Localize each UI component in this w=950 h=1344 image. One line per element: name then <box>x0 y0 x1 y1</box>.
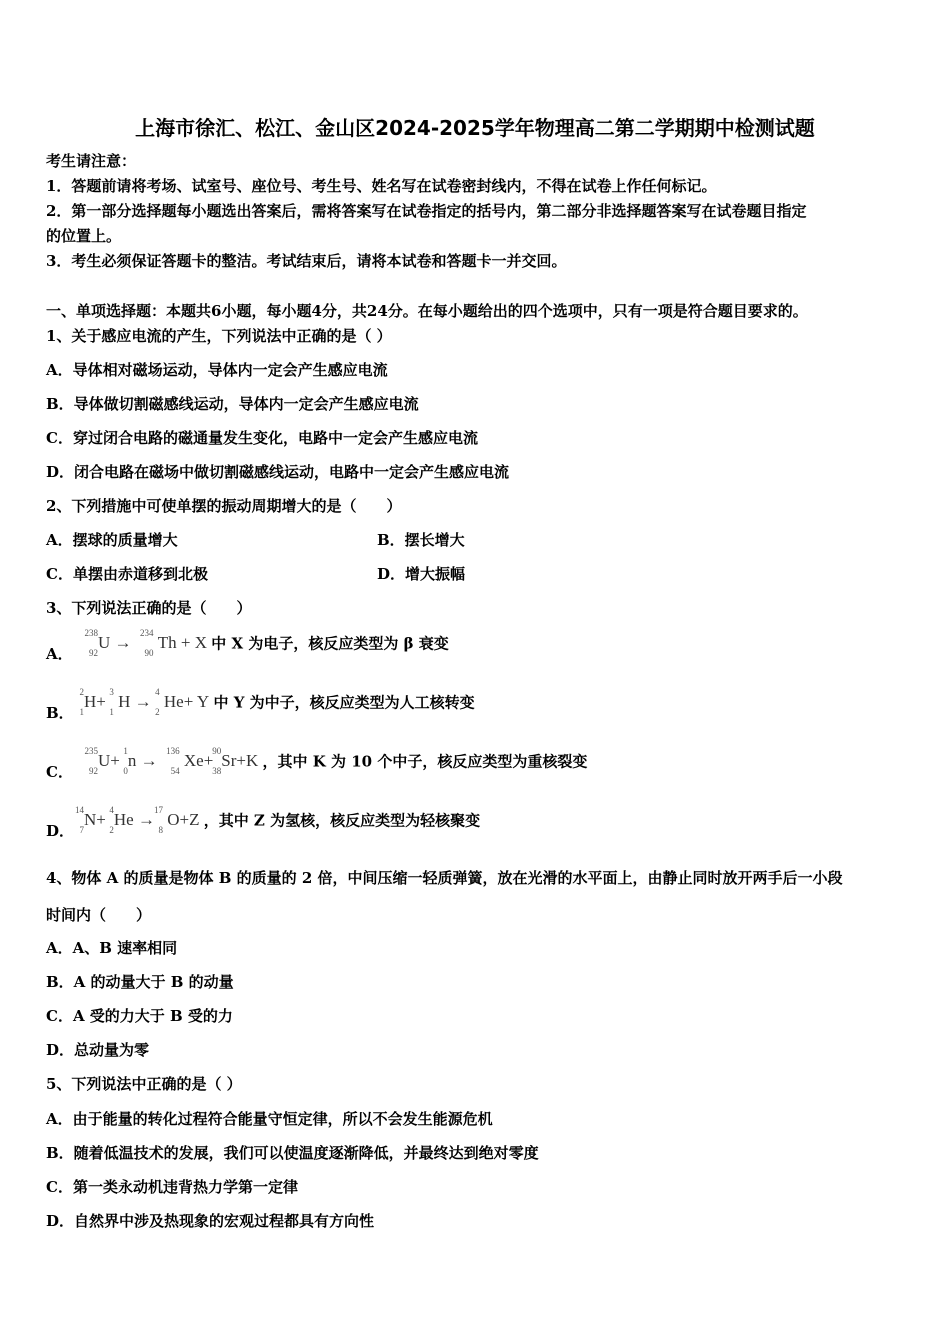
q4-option-d: D．总动量为零 <box>46 1041 150 1059</box>
q5-option-c: C．第一类永动机违背热力学第一定律 <box>46 1178 298 1196</box>
q2-option-a: A．摆球的质量增大 <box>46 531 178 549</box>
notice-item-1: 1．答题前请将考场、试室号、座位号、考生号、姓名写在试卷密封线内，不得在试卷上作任何标记。 <box>46 177 717 195</box>
q1-option-b: B．导体做切割磁感线运动，导体内一定会产生感应电流 <box>46 395 419 413</box>
q3-option-c-label: C． <box>46 763 73 781</box>
q5-stem: 5、下列说法中正确的是（ ） <box>46 1075 242 1093</box>
q4-option-b: B．A 的动量大于 B 的动量 <box>46 973 234 991</box>
q2-option-d: D．增大振幅 <box>377 565 466 583</box>
q5-option-d: D．自然界中涉及热现象的宏观过程都具有方向性 <box>46 1212 375 1230</box>
q3-equation-a: 238 92 U → 234 90 Th + X 中 X 为电子，核反应类型为 β 衰变 <box>84 628 449 658</box>
q1-option-d: D．闭合电路在磁场中做切割磁感线运动，电路中一定会产生感应电流 <box>46 463 510 481</box>
q3-equation-d: 14 7 N+ 4 2 He → 17 8 O+Z ，其中 Z 为氢核，核反应类型为轻核聚变 <box>75 805 481 835</box>
q2-option-b: B．摆长增大 <box>377 531 465 549</box>
page-title: 上海市徐汇、松江、金山区2024-2025学年物理高二第二学期期中检测试题 <box>135 116 815 140</box>
q3-option-a-label: A． <box>46 645 73 663</box>
notice-item-3: 3．考生必须保证答题卡的整洁。考试结束后，请将本试卷和答题卡一并交回。 <box>46 252 567 270</box>
q3-option-c-text: ，其中 K 为 10 个中子，核反应类型为重核裂变 <box>262 752 588 771</box>
notice-item-2-cont: 的位置上。 <box>46 227 122 245</box>
q1-stem: 1、关于感应电流的产生，下列说法中正确的是（ ） <box>46 327 392 345</box>
q3-equation-b: 2 1 H+ 3 1 H → 4 2 He+ Y 中 Y 为中子，核反应类型为人工核转变 <box>79 687 475 717</box>
q3-option-a-text: 中 X 为电子，核反应类型为 β 衰变 <box>211 634 449 653</box>
q3-option-b-text: 中 Y 为中子，核反应类型为人工核转变 <box>213 693 475 712</box>
q3-option-b-label: B． <box>46 704 74 722</box>
q3-option-d-text: ，其中 Z 为氢核，核反应类型为轻核聚变 <box>203 811 481 830</box>
q5-option-b: B．随着低温技术的发展，我们可以使温度逐渐降低，并最终达到绝对零度 <box>46 1144 539 1162</box>
q4-option-c: C．A 受的力大于 B 受的力 <box>46 1007 233 1025</box>
section-heading: 一、单项选择题：本题共6小题，每小题4分，共24分。在每小题给出的四个选项中，只有一项是符合题目要求的。 <box>46 302 808 320</box>
q4-stem-cont: 时间内（ ） <box>46 906 152 924</box>
q3-equation-c: 235 92 U+ 1 0 n → 136 54 Xe+ 90 38 Sr+K ，其中 K 为 10 个中子，核反应类型为重核裂变 <box>84 746 588 776</box>
q1-option-a: A．导体相对磁场运动，导体内一定会产生感应电流 <box>46 361 388 379</box>
q2-stem: 2、下列措施中可使单摆的振动周期增大的是（ ） <box>46 497 402 515</box>
q3-stem: 3、下列说法正确的是（ ） <box>46 599 252 617</box>
q4-stem: 4、物体 A 的质量是物体 B 的质量的 2 倍，中间压缩一轻质弹簧，放在光滑的水平面上，由静止同时放开两手后一小段 <box>46 869 843 887</box>
q3-option-d-label: D． <box>46 822 75 840</box>
q1-option-c: C．穿过闭合电路的磁通量发生变化，电路中一定会产生感应电流 <box>46 429 478 447</box>
q4-option-a: A．A、B 速率相同 <box>46 939 178 957</box>
notice-heading: 考生请注意： <box>46 152 137 170</box>
notice-item-2: 2．第一部分选择题每小题选出答案后，需将答案写在试卷指定的括号内，第二部分非选择题答案写在试卷题目指定 <box>46 202 807 220</box>
q5-option-a: A．由于能量的转化过程符合能量守恒定律，所以不会发生能源危机 <box>46 1110 493 1128</box>
q2-option-c: C．单摆由赤道移到北极 <box>46 565 208 583</box>
